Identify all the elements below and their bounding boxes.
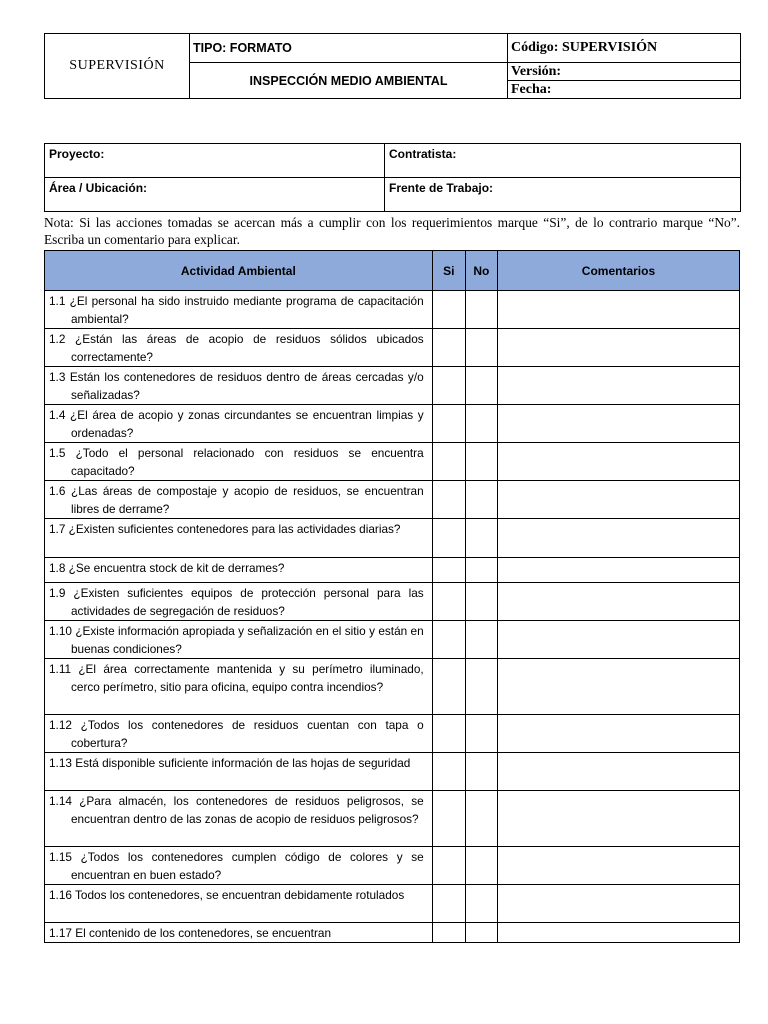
table-row [45,519,740,558]
table-row [45,405,740,443]
no-cell[interactable] [465,481,497,519]
comment-cell[interactable] [497,659,739,715]
no-cell[interactable] [465,558,497,583]
comment-cell[interactable] [497,583,739,621]
no-cell[interactable] [465,753,497,791]
comment-cell[interactable] [497,558,739,583]
project-info-table [44,143,741,212]
fecha-field: Fecha: [508,81,741,99]
table-row [45,329,740,367]
header-si: Si [432,251,465,291]
table-row [45,558,740,583]
comment-cell[interactable] [497,621,739,659]
comment-cell[interactable] [497,443,739,481]
table-row [45,367,740,405]
si-cell[interactable] [432,659,465,715]
no-cell[interactable] [465,885,497,923]
activity-text: 1.9 ¿Existen suficientes equipos de protección personal para las actividades de segregación de residuos? [49,586,424,618]
activity-text: 1.16 Todos los contenedores, se encuentran debidamente rotulados [49,888,405,902]
checklist-table [44,250,740,943]
activity-text: 1.15 ¿Todos los contenedores cumplen código de colores y se encuentran en buen estado? [49,850,424,882]
table-row [45,659,740,715]
activity-text: 1.2 ¿Están las áreas de acopio de residuos sólidos ubicados correctamente? [49,332,424,364]
comment-cell[interactable] [497,885,739,923]
version-field: Versión: [508,63,741,81]
table-row [45,291,740,329]
no-cell[interactable] [465,923,497,943]
no-cell[interactable] [465,659,497,715]
si-cell[interactable] [432,481,465,519]
no-cell[interactable] [465,405,497,443]
table-row [45,923,740,943]
header-comentarios: Comentarios [497,251,739,291]
si-cell[interactable] [432,791,465,847]
activity-text: 1.8 ¿Se encuentra stock de kit de derrames? [49,561,285,575]
activity-text: 1.12 ¿Todos los contenedores de residuos cuentan con tapa o cobertura? [49,718,424,750]
activity-text: 1.13 Está disponible suficiente información de las hojas de seguridad [49,756,411,770]
si-cell[interactable] [432,885,465,923]
comment-cell[interactable] [497,329,739,367]
si-cell[interactable] [432,519,465,558]
table-row [45,481,740,519]
checklist-header-row [45,251,740,291]
no-cell[interactable] [465,621,497,659]
no-cell[interactable] [465,791,497,847]
no-cell[interactable] [465,847,497,885]
activity-text: 1.17 El contenido de los contenedores, se encuentran [49,926,332,940]
table-row [45,715,740,753]
no-cell[interactable] [465,329,497,367]
form-name: INSPECCIÓN MEDIO AMBIENTAL [190,63,508,99]
activity-text: 1.6 ¿Las áreas de compostaje y acopio de residuos, se encuentran libres de derrame? [49,484,424,516]
header-actividad: Actividad Ambiental [45,251,433,291]
activity-text: 1.14 ¿Para almacén, los contenedores de residuos peligrosos, se encuentran dentro de las zonas de acopio de residuos peligrosos? [49,794,424,826]
contratista-field[interactable]: Contratista: [385,144,741,178]
comment-cell[interactable] [497,923,739,943]
frente-trabajo-field[interactable]: Frente de Trabajo: [385,178,741,212]
no-cell[interactable] [465,291,497,329]
table-row [45,791,740,847]
tipo-formato: TIPO: FORMATO [190,34,508,63]
comment-cell[interactable] [497,753,739,791]
si-cell[interactable] [432,583,465,621]
comment-cell[interactable] [497,481,739,519]
comment-cell[interactable] [497,367,739,405]
table-row [45,621,740,659]
no-cell[interactable] [465,519,497,558]
form-header [44,33,741,99]
si-cell[interactable] [432,558,465,583]
activity-text: 1.7 ¿Existen suficientes contenedores para las actividades diarias? [49,522,401,536]
si-cell[interactable] [432,443,465,481]
table-row [45,583,740,621]
no-cell[interactable] [465,443,497,481]
table-row [45,847,740,885]
activity-text: 1.1 ¿El personal ha sido instruido mediante programa de capacitación ambiental? [49,294,424,326]
area-ubicacion-field[interactable]: Área / Ubicación: [45,178,385,212]
proyecto-field[interactable]: Proyecto: [45,144,385,178]
activity-text: 1.4 ¿El área de acopio y zonas circundantes se encuentran limpias y ordenadas? [49,408,424,440]
no-cell[interactable] [465,367,497,405]
table-row [45,443,740,481]
comment-cell[interactable] [497,847,739,885]
table-row [45,753,740,791]
table-row [45,885,740,923]
activity-text: 1.5 ¿Todo el personal relacionado con residuos se encuentra capacitado? [49,446,424,478]
comment-cell[interactable] [497,715,739,753]
comment-cell[interactable] [497,519,739,558]
si-cell[interactable] [432,621,465,659]
si-cell[interactable] [432,329,465,367]
comment-cell[interactable] [497,291,739,329]
si-cell[interactable] [432,367,465,405]
codigo-field: Código: SUPERVISIÓN [508,34,741,63]
si-cell[interactable] [432,923,465,943]
si-cell[interactable] [432,715,465,753]
si-cell[interactable] [432,291,465,329]
activity-text: 1.11 ¿El área correctamente mantenida y su perímetro iluminado, cerco perímetro, sitio para oficina, equipo contra incendios? [49,662,424,694]
instruction-note: Nota: Si las acciones tomadas se acercan más a cumplir con los requerimientos marque “Si”, de lo contrario marque “No”. Escriba un comentario para explicar. [44,215,740,247]
si-cell[interactable] [432,847,465,885]
comment-cell[interactable] [497,791,739,847]
header-no: No [465,251,497,291]
no-cell[interactable] [465,583,497,621]
activity-text: 1.10 ¿Existe información apropiada y señalización en el sitio y están en buenas condiciones? [49,624,424,656]
si-cell[interactable] [432,405,465,443]
comment-cell[interactable] [497,405,739,443]
no-cell[interactable] [465,715,497,753]
si-cell[interactable] [432,753,465,791]
activity-text: 1.3 Están los contenedores de residuos dentro de áreas cercadas y/o señalizadas? [49,370,424,402]
supervision-title: SUPERVISIÓN [45,34,190,99]
